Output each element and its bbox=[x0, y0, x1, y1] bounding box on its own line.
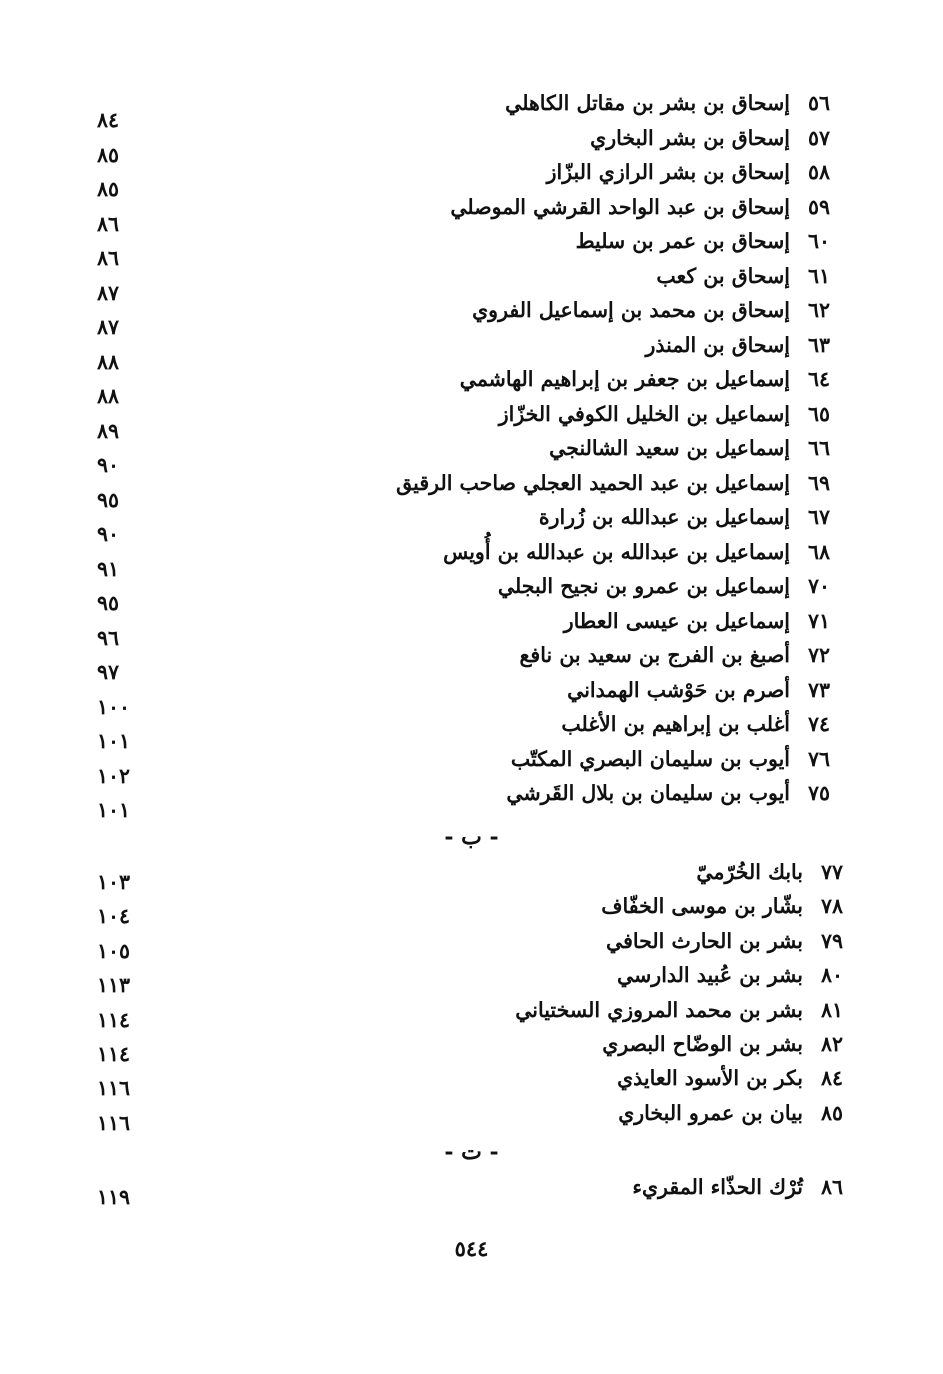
entry-page-reference: ٨٨ bbox=[97, 384, 120, 408]
entry-name: بشر بن الوضّاح البصري bbox=[602, 1031, 803, 1056]
index-entry bbox=[549, 431, 830, 465]
entry-number: ٨٠ bbox=[820, 963, 843, 988]
index-entry bbox=[590, 121, 830, 155]
index-entry bbox=[601, 889, 843, 923]
entry-number: ٨٤ bbox=[820, 1066, 843, 1091]
entry-number: ٦٩ bbox=[807, 470, 830, 495]
entry-number: ٧٩ bbox=[820, 928, 843, 953]
entry-page-reference: ٨٦ bbox=[97, 211, 120, 236]
list-item bbox=[0, 924, 943, 963]
list-item bbox=[0, 259, 943, 305]
entry-number: ٦١ bbox=[807, 263, 830, 288]
entry-number: ٧١ bbox=[807, 608, 830, 633]
index-entry bbox=[561, 707, 830, 741]
entry-name: إسماعيل بن الخليل الكوفي الخزّاز bbox=[498, 401, 790, 426]
entry-page-reference: ٩٠ bbox=[97, 522, 120, 546]
entry-number: ٦٦ bbox=[807, 436, 830, 460]
entry-page-reference: ١١٤ bbox=[97, 1041, 131, 1066]
index-entry bbox=[511, 742, 830, 776]
entry-number: ٧٤ bbox=[807, 712, 830, 736]
entry-number: ٧٢ bbox=[807, 643, 830, 667]
index-entry bbox=[617, 958, 843, 992]
list-item bbox=[0, 958, 943, 998]
entry-name: أيوب بن سليمان البصري المكتّب bbox=[510, 746, 790, 771]
list-item bbox=[0, 397, 943, 443]
index-entry bbox=[632, 1170, 843, 1204]
list-item bbox=[0, 776, 943, 822]
entry-name: إسحاق بن كعب bbox=[656, 263, 790, 288]
entry-page-reference: ٨٤ bbox=[97, 108, 120, 132]
list-item bbox=[0, 293, 943, 339]
index-entry bbox=[520, 638, 830, 672]
section-heading-ta: - ت - bbox=[444, 1139, 499, 1165]
entry-page-reference: ١١٦ bbox=[97, 1076, 131, 1101]
index-entry bbox=[567, 673, 830, 707]
entry-name: إسحاق بن عمر بن سليط bbox=[575, 229, 790, 253]
index-entry bbox=[602, 1027, 843, 1061]
index-entry bbox=[450, 190, 830, 224]
index-section-alif bbox=[0, 86, 943, 822]
entry-number: ٧٨ bbox=[820, 894, 843, 919]
entry-page-reference: ١٠٣ bbox=[97, 870, 131, 894]
index-entry bbox=[646, 328, 830, 362]
entry-number: ٦٧ bbox=[807, 505, 830, 529]
list-item bbox=[0, 993, 943, 1032]
index-entry bbox=[505, 86, 830, 120]
index-entry bbox=[618, 1096, 843, 1130]
index-entry bbox=[506, 776, 830, 810]
list-item bbox=[0, 466, 943, 512]
entry-number: ٦٤ bbox=[807, 367, 830, 391]
entry-name: أصبغ بن الفرج بن سعيد بن نافع bbox=[519, 643, 790, 667]
entry-number: ٦٣ bbox=[807, 332, 830, 357]
entry-number: ٧٠ bbox=[807, 574, 830, 598]
index-entry bbox=[606, 924, 843, 958]
index-entry bbox=[443, 535, 830, 569]
list-item bbox=[0, 535, 943, 581]
list-item bbox=[0, 742, 943, 788]
index-entry bbox=[656, 259, 830, 293]
index-entry bbox=[396, 466, 830, 500]
entry-number: ٨١ bbox=[820, 997, 843, 1022]
entry-number: ٥٦ bbox=[807, 91, 830, 115]
index-entry bbox=[460, 362, 830, 396]
entry-name: إسماعيل بن عمرو بن نجيح البجلي bbox=[497, 574, 790, 598]
entry-name: بشر بن الحارث الحافي bbox=[606, 928, 803, 953]
index-entry bbox=[564, 604, 830, 638]
index-entry bbox=[499, 397, 830, 431]
entry-number: ٧٥ bbox=[807, 781, 830, 805]
list-item bbox=[0, 362, 943, 408]
entry-page-reference: ١٠٢ bbox=[97, 763, 131, 788]
entry-name: بكر بن الأسود العايذي bbox=[617, 1066, 803, 1091]
index-entry bbox=[696, 855, 843, 889]
entry-page-reference: ١١٤ bbox=[97, 1007, 131, 1032]
entry-number: ٥٧ bbox=[807, 125, 830, 150]
entry-page-reference: ٨٦ bbox=[97, 246, 120, 270]
list-item bbox=[0, 1096, 943, 1135]
index-entry bbox=[515, 993, 843, 1027]
entry-page-reference: ١٠٥ bbox=[97, 938, 131, 963]
list-item bbox=[0, 500, 943, 546]
index-entry bbox=[472, 293, 830, 327]
entry-name: إسحاق بن بشر بن مقاتل الكاهلي bbox=[505, 91, 790, 115]
list-item bbox=[0, 855, 943, 894]
entry-page-reference: ٨٥ bbox=[97, 177, 120, 201]
entry-page-reference: ١١٣ bbox=[97, 973, 131, 998]
list-item bbox=[0, 673, 943, 719]
entry-page-reference: ١١٩ bbox=[97, 1185, 131, 1209]
entry-page-reference: ١٠٤ bbox=[97, 904, 131, 929]
entry-page-reference: ٨٧ bbox=[97, 280, 120, 305]
entry-page-reference: ٨٩ bbox=[97, 418, 120, 443]
list-item bbox=[0, 431, 943, 477]
entry-page-reference: ١٠١ bbox=[97, 798, 131, 822]
list-item bbox=[0, 604, 943, 650]
entry-number: ٥٨ bbox=[807, 160, 830, 184]
entry-name: إسحاق بن عبد الواحد القرشي الموصلي bbox=[450, 194, 790, 219]
list-item bbox=[0, 224, 943, 270]
list-item bbox=[0, 328, 943, 374]
list-item bbox=[0, 638, 943, 684]
index-entry bbox=[539, 500, 830, 534]
entry-page-reference: ٩٥ bbox=[97, 591, 120, 615]
entry-page-reference: ١٠١ bbox=[97, 729, 131, 753]
entry-number: ٦٠ bbox=[807, 229, 830, 253]
entry-page-reference: ١١٦ bbox=[97, 1110, 131, 1135]
entry-number: ٧٦ bbox=[807, 746, 830, 771]
entry-number: ٨٦ bbox=[820, 1175, 843, 1199]
list-item bbox=[0, 707, 943, 753]
entry-name: إسحاق بن بشر البخاري bbox=[590, 125, 790, 150]
entry-number: ٧٧ bbox=[820, 860, 843, 884]
list-item bbox=[0, 155, 943, 201]
entry-name: أغلب بن إبراهيم بن الأغلب bbox=[561, 712, 790, 736]
entry-name: إسحاق بن محمد بن إسماعيل الفروي bbox=[472, 298, 790, 322]
entry-name: إسماعيل بن عيسى العطار bbox=[563, 608, 790, 633]
page-number: ٥٤٤ bbox=[454, 1236, 489, 1261]
entry-number: ٨٥ bbox=[820, 1100, 843, 1125]
entry-number: ٦٨ bbox=[807, 539, 830, 564]
list-item bbox=[0, 889, 943, 929]
entry-number: ٧٣ bbox=[807, 677, 830, 702]
index-section-ta bbox=[0, 1170, 943, 1209]
entry-name: أيوب بن سليمان بن بلال القَرشي bbox=[506, 781, 790, 805]
entry-number: ٦٢ bbox=[807, 298, 830, 322]
index-entry bbox=[576, 224, 830, 258]
entry-name: بابك الخُرّميّ bbox=[696, 860, 803, 884]
entry-name: تُرْك الحذّاء المقريء bbox=[632, 1175, 803, 1199]
entry-name: إسماعيل بن عبدالله بن زُرارة bbox=[538, 505, 790, 529]
section-heading-ba: - ب - bbox=[444, 824, 499, 850]
list-item bbox=[0, 1061, 943, 1101]
entry-number: ٦٥ bbox=[807, 401, 830, 426]
list-item bbox=[0, 190, 943, 236]
entry-name: أصرم بن حَوْشب الهمداني bbox=[567, 677, 790, 702]
entry-page-reference: ٨٧ bbox=[97, 315, 120, 339]
entry-page-reference: ٩٥ bbox=[97, 487, 120, 512]
entry-page-reference: ٩٧ bbox=[97, 660, 120, 684]
index-section-ba bbox=[0, 855, 943, 1135]
entry-page-reference: ٨٥ bbox=[97, 142, 120, 167]
list-item bbox=[0, 1027, 943, 1066]
entry-number: ٨٢ bbox=[820, 1031, 843, 1056]
list-item bbox=[0, 569, 943, 615]
entry-page-reference: ٨٨ bbox=[97, 349, 120, 374]
entry-name: بشّار بن موسى الخفّاف bbox=[601, 894, 803, 919]
entry-name: بيان بن عمرو البخاري bbox=[618, 1100, 803, 1125]
index-entry bbox=[617, 1061, 843, 1095]
list-item bbox=[0, 1170, 943, 1209]
entry-page-reference: ٩٠ bbox=[97, 453, 120, 477]
entry-name: بشر بن محمد المروزي السختياني bbox=[515, 997, 803, 1022]
list-item bbox=[0, 121, 943, 167]
entry-name: إسماعيل بن سعيد الشالنجي bbox=[549, 436, 790, 460]
entry-name: بشر بن عُبيد الدارسي bbox=[617, 963, 803, 988]
entry-number: ٥٩ bbox=[807, 194, 830, 219]
entry-name: إسماعيل بن عبد الحميد العجلي صاحب الرقيق bbox=[396, 470, 790, 495]
entry-name: إسحاق بن بشر الرازي البزّاز bbox=[546, 160, 790, 184]
entry-page-reference: ٩٦ bbox=[97, 625, 120, 650]
index-entry bbox=[498, 569, 830, 603]
index-entry bbox=[547, 155, 830, 189]
entry-name: إسحاق بن المنذر bbox=[645, 332, 790, 357]
entry-page-reference: ١٠٠ bbox=[97, 694, 131, 719]
entry-name: إسماعيل بن عبدالله بن عبدالله بن أُويس bbox=[443, 539, 790, 564]
list-item bbox=[0, 86, 943, 132]
entry-page-reference: ٩١ bbox=[97, 556, 120, 581]
entry-name: إسماعيل بن جعفر بن إبراهيم الهاشمي bbox=[459, 367, 790, 391]
